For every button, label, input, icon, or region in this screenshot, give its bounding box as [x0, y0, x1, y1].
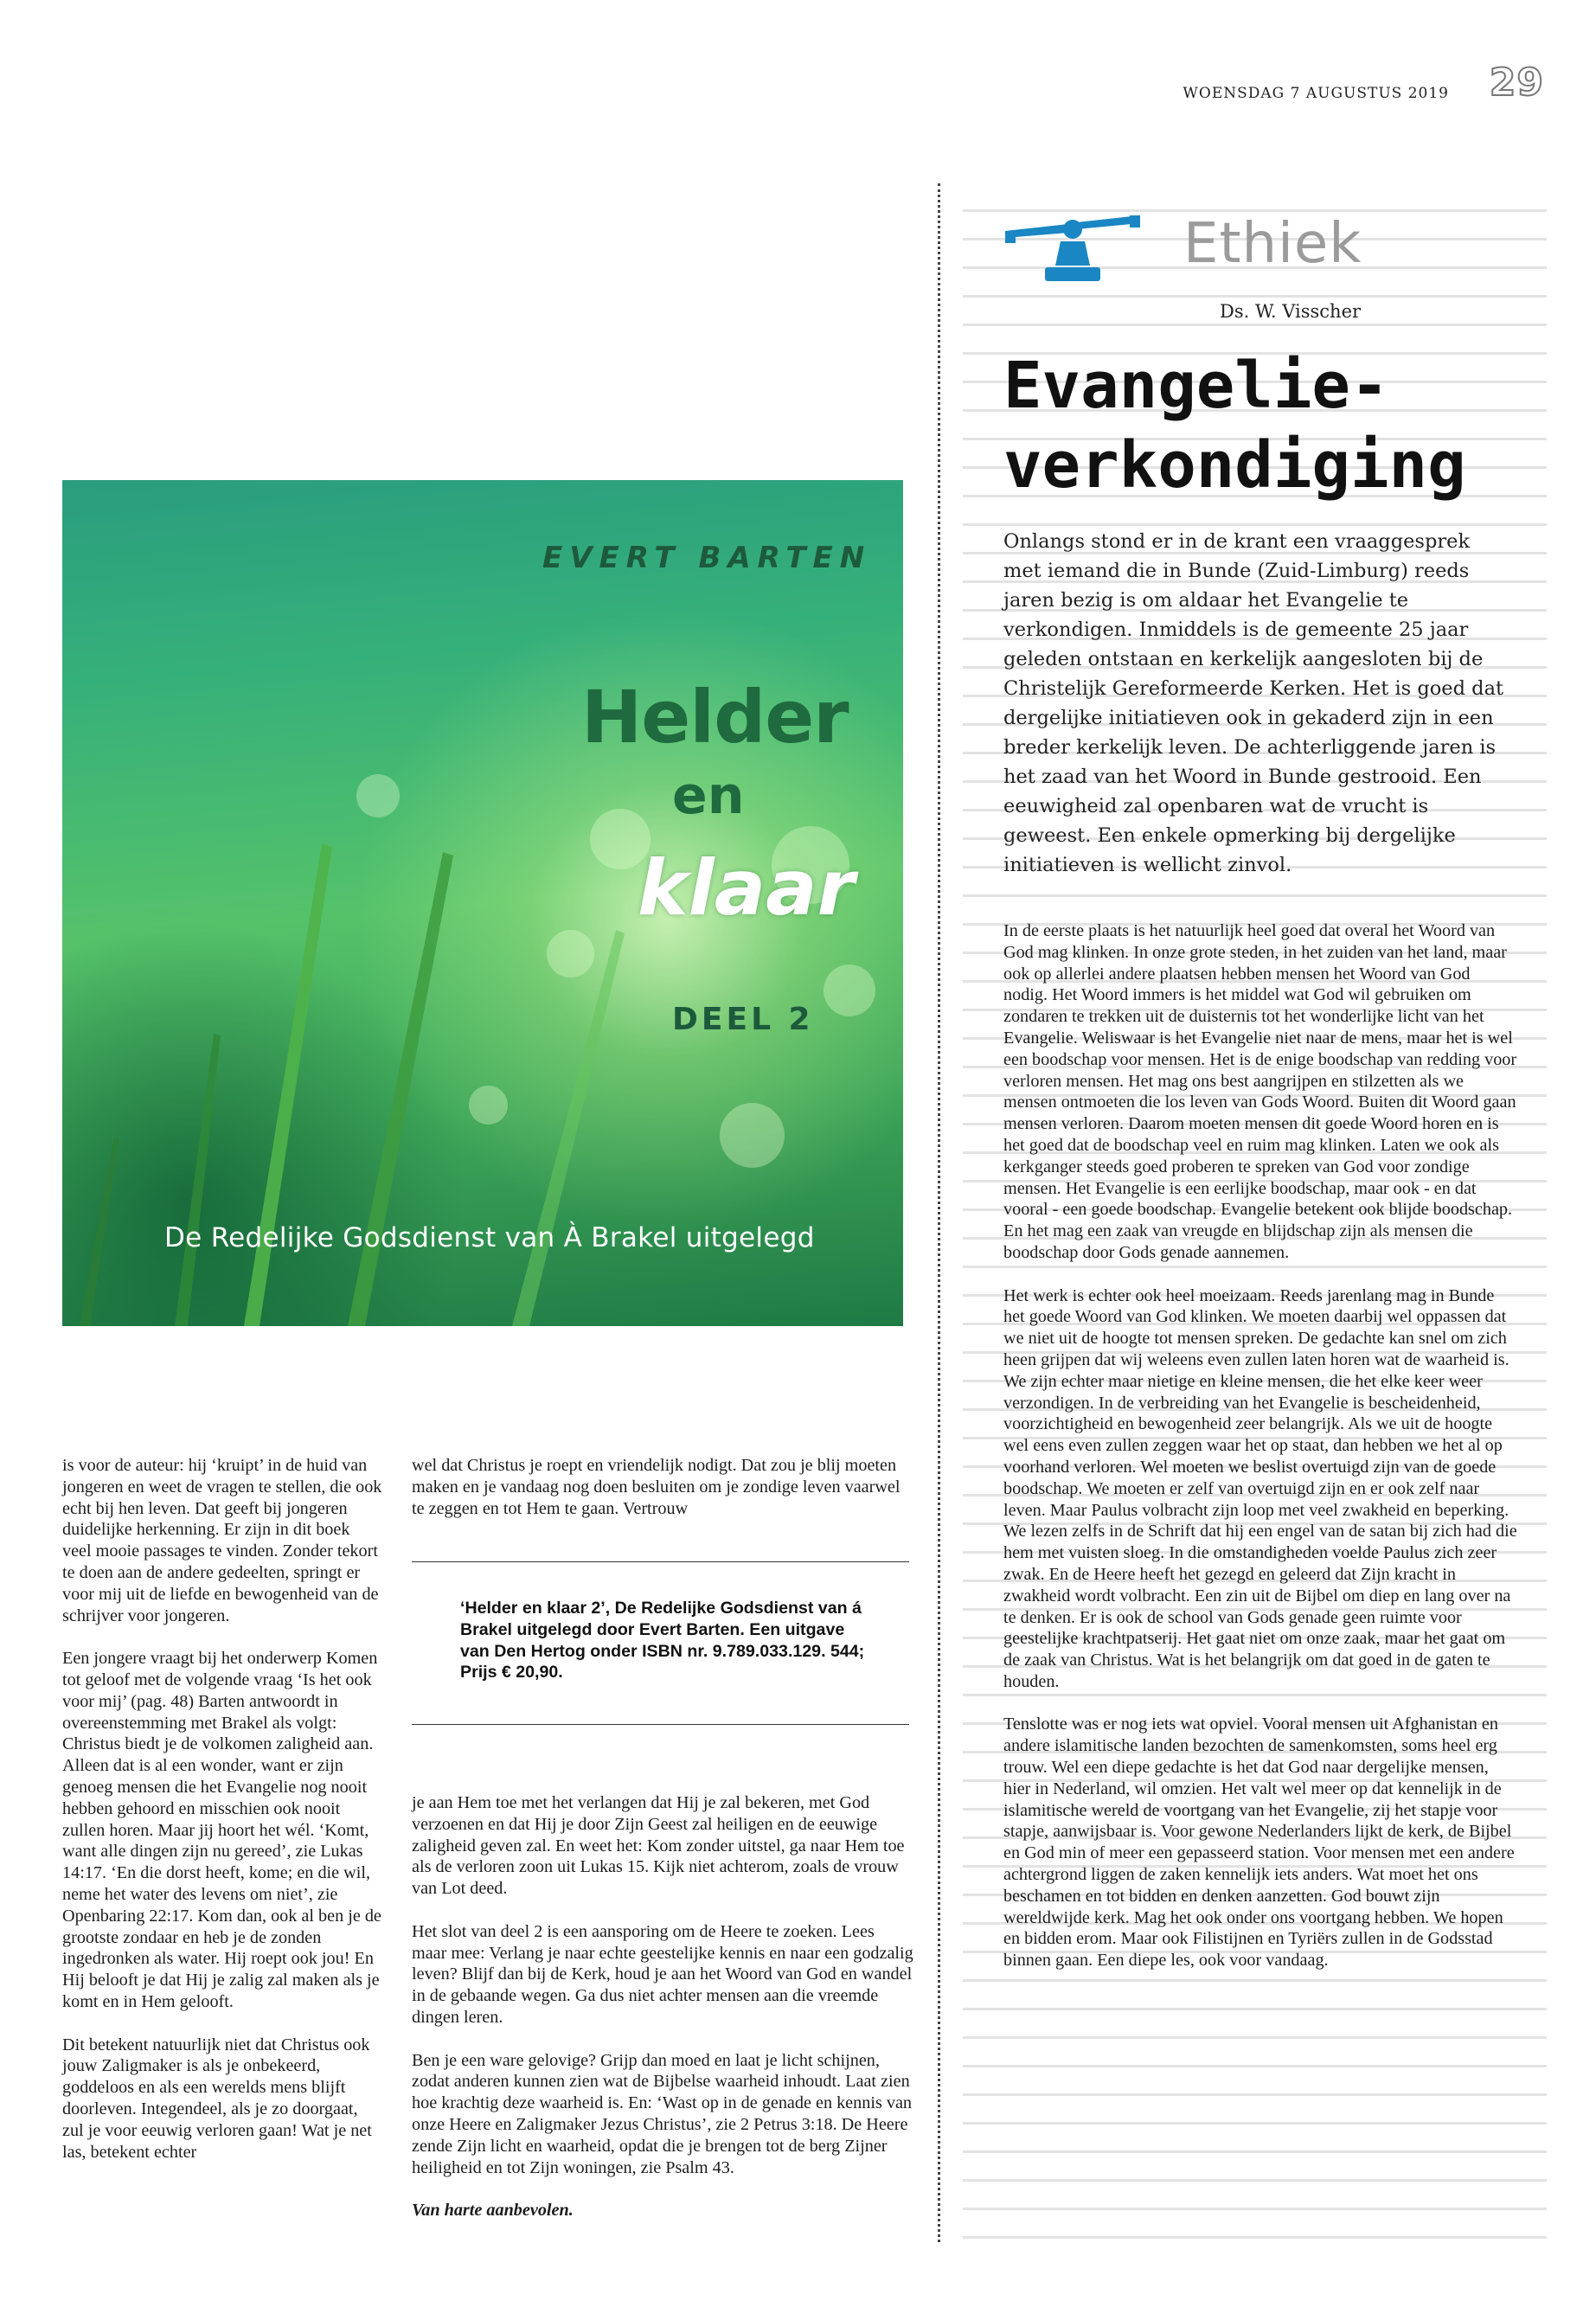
headline-line-1: Evangelie-: [1003, 349, 1389, 423]
book-info-box: ‘Helder en klaar 2’, De Redelijke Godsdienst van á Brakel uitgelegd door Evert Barten. Een uitgave van Den Hertog onder ISBN nr. 9.789.033.129. 544; Prijs € 20,90.: [460, 1599, 865, 1682]
review-paragraph: je aan Hem toe met het verlangen dat Hij je zal bekeren, met God verzoenen en dat Hij je door Zijn Geest zal heiligen en de eeuwige zaligheid geven zal. En weet het: Kom zonder uitstel, ga naar Hem toe als de verloren zoon uit Lukas 15. Kijk niet achterom, zoals de vrouw van Lot deed.: [412, 1793, 905, 1899]
book-cover-image: [62, 480, 903, 1326]
cover-author: EVERT BARTEN: [542, 541, 872, 575]
info-box-top-rule: [412, 1561, 909, 1562]
article-headline: [1003, 346, 1531, 505]
article-paragraph: Het werk is echter ook heel moeizaam. Reeds jarenlang mag in Bunde het goede Woord van God klinken. We moeten daarbij wel oppassen dat we niet uit de hoogte tot mensen spreken. De gedachte kan snel om zich heen grijpen dat wij weleens even zullen laten horen wat de waarheid is. We zijn echter maar nietige en kleine mensen, die het elke keer weer verzondigen. In de verbreiding van het Evangelie is bescheidenheid, voorzichtigheid en bewogenheid zeer belangrijk. Als we uit de hoogte wel eens even zullen zeggen waar het op staat, dan hebben we het al op voorhand verloren. Wel moeten we beslist overtuigd zijn van de goede boodschap. We moeten er zelf van overtuigd zijn en er ook zelf naar leven. Maar Paulus volbracht zijn loop met veel zwakheid en beperking. We lezen zelfs in de Schrift dat hij een engel van de satan bij zich had die hem met vuisten sloeg. In die omstandigheden voelde Paulus zich zeer zwak. En de Heere heeft het gezegd en geleerd dat Zijn kracht in zwakheid wordt volbracht. Een zin uit de Bijbel om diep en lang over na te denken. Er is ook de school van Gods genade geen ruimte voor geestelijke krachtpatserij. Het gaat niet om onze zaak, maar het gaat om de zaak van Christus. Wat is het belangrijk om dat goed in de gaten te houden.: [1003, 1285, 1517, 1691]
page-number: 29: [1489, 61, 1544, 105]
author-byline: Ds. W. Visscher: [1220, 301, 1362, 322]
article-intro: Onlangs stond er in de krant een vraaggesprek met iemand die in Bunde (Zuid-Limburg) reeds jaren bezig is om aldaar het Evangelie te verkondigen. Inmiddels is de gemeente 25 jaar geleden ontstaan en kerkelijk aangesloten bij de Christelijk Gereformeerde Kerken. Het is goed dat dergelijke initiatieven ook in gekaderd zijn in een breder kerkelijk leven. De achterliggende jaren is het zaad van het Woord in Bunde gestrooid. Een eeuwigheid zal openbaren wat de vrucht is geweest. Een enkele opmerking bij dergelijke initiatieven is wellicht zinvol.: [1003, 530, 1504, 876]
review-paragraph: wel dat Christus je roept en vriendelijk nodigt. Dat zou je blij moeten maken en je vandaag nog doen besluiten om je zondige leven vaarwel te zeggen en tot Hem te gaan. Vertrouw: [412, 1456, 901, 1518]
review-column-middle-bottom: [412, 1792, 913, 2243]
review-paragraph: Een jongere vraagt bij het onderwerp Komen tot geloof met de volgende vraag ‘Is het ook voor mij’ (pag. 48) Barten antwoordt in overeenstemming met Brakel als volgt: Christus biedt je de volkomen zaligheid aan. Alleen dat is al een wonder, want er zijn genoeg mensen die het Evangelie nog nooit hebben gehoord en misschien ook nooit zullen horen. Maar jij hoort het wél. ‘Komt, want alle dingen zijn nu gereed’, zie Lukas 14:17. ‘En die dorst heeft, kome; en die wil, neme het water des levens om niet’, zie Openbaring 22:17. Kom dan, ook al ben je de grootste zondaar en heb je de zonden ingedronken als water. Hij roept ook jou! En Hij belooft je dat Hij je zalig zal maken als je komt en in Hem gelooft.: [62, 1649, 381, 2011]
review-paragraph: Dit betekent natuurlijk niet dat Christus ook jouw Zaligmaker is als je onbekeerd, goddeloos en als een werelds mens blijft doorleven. Integendeel, als je zo doorgaat, zul je voor eeuwig verloren gaan! Wat je net las, betekent echter: [62, 2035, 372, 2162]
section-title: Ethiek: [1183, 212, 1362, 276]
column-divider: [938, 183, 940, 2242]
cover-title-line-1: Helder: [581, 675, 849, 760]
info-box-bottom-rule: [412, 1724, 909, 1725]
article-paragraph: Tenslotte was er nog iets wat opviel. Vooral mensen uit Afghanistan en andere islamitische landen bezochten de samenkomsten, soms heel erg trouw. Wel een diepe gedachte is het dat God naar dergelijke mensen, hier in Nederland, wil omzien. Het valt wel meer op dat kennelijk in de islamitische wereld de voortgang van het Evangelie, zij het stapje voor stapje, aanwijsbaar is. Voor gewone Nederlanders lijkt de kerk, de Bijbel en God min of meer een gepasseerd station. Voor mensen met een andere achtergrond liggen de zaken kennelijk iets anders. Wat moet het ons beschamen en tot bidden en denken aanzetten. God bouwt zijn wereldwijde kerk. Mag het ook onder ons voortgang hebben. We hopen en bidden erom. Maar ook Filistijnen en Tyriërs zullen in de Godsstad binnen gaan. Een diepe les, ook voor vandaag.: [1003, 1715, 1515, 1971]
issue-date: WOENSDAG 7 AUGUSTUS 2019: [1183, 85, 1449, 102]
review-closing: Van harte aanbevolen.: [412, 2201, 574, 2221]
review-paragraph: Ben je een ware gelovige? Grijp dan moed en laat je licht schijnen, zodat anderen kunnen zien wat de Bijbelse waarheid inhoudt. Laat zien hoe krachtig deze waarheid is. En: ‘Wast op in de genade en kennis van onze Heere en Zaligmaker Jezus Christus’, zie 2 Petrus 3:18. De Heere zende Zijn licht en waarheid, opdat die je brengen tot de berg Zijner heiligheid en tot Zijn woningen, zie Psalm 43.: [412, 2050, 912, 2177]
review-column-left: [62, 1455, 382, 2184]
cover-title-line-2: en: [672, 766, 745, 826]
article-body: [1003, 920, 1518, 1993]
cover-title-line-3: klaar: [638, 843, 855, 933]
cover-subtitle: De Redelijke Godsdienst van À Brakel uitgelegd: [164, 1222, 815, 1253]
review-paragraph: Het slot van deel 2 is een aansporing om de Heere te zoeken. Lees maar mee: Verlang je naar echte geestelijke kennis en naar een godzalig leven? Blijf dan bij de Kerk, houd je aan het Woord van God en wandel in de gebaande wegen. Ga dus niet achter mensen aan die vreemde dingen leren.: [412, 1921, 913, 2027]
review-paragraph: is voor de auteur: hij ‘kruipt’ in de huid van jongeren en weet de vragen te stellen, die ook echt bij hen leven. Dat geeft bij jongeren duidelijke herkenning. Er zijn in dit boek veel mooie passages te vinden. Zonder tekort te doen aan de andere gedeelten, springt er voor mij uit de liefde en bewogenheid van de schrijver voor jongeren.: [62, 1456, 382, 1625]
headline-line-2: verkondiging: [1003, 428, 1466, 503]
cover-volume: DEEL 2: [672, 1002, 814, 1037]
article-paragraph: In de eerste plaats is het natuurlijk heel goed dat overal het Woord van God mag klinken. In onze grote steden, in het zuiden van het land, maar ook op allerlei andere plaatsen hebben mensen het Woord van God nodig. Het Woord immers is het middel wat God wil gebruiken om zondaren te trekken uit de duisternis tot het wonderlijke licht van het Evangelie. Weliswaar is het Evangelie niet naar de mens, maar het is wel een boodschap voor mensen. Het is de enige boodschap van redding voor verloren mensen. Het mag ons best aangrijpen en stilzetten als we mensen ontmoeten die los leven van Gods Woord. Buiten dit Woord gaan mensen verloren. Daarom moeten mensen dit goede Woord horen en is het goed dat de boodschap veel en ruim mag klinken. Laten we ook als kerkganger steeds goed proberen te spreken van God voor zondige mensen. Het Evangelie is een eerlijke boodschap, maar ook - en dat vooral - een goede boodschap. Evangelie betekent ook blijde boodschap. En het mag een zaak van vreugde en blijdschap zijn als mensen die boodschap door Gods genade aannemen.: [1003, 921, 1517, 1262]
scale-icon: [1003, 212, 1142, 290]
review-column-middle-top: [412, 1455, 913, 1541]
